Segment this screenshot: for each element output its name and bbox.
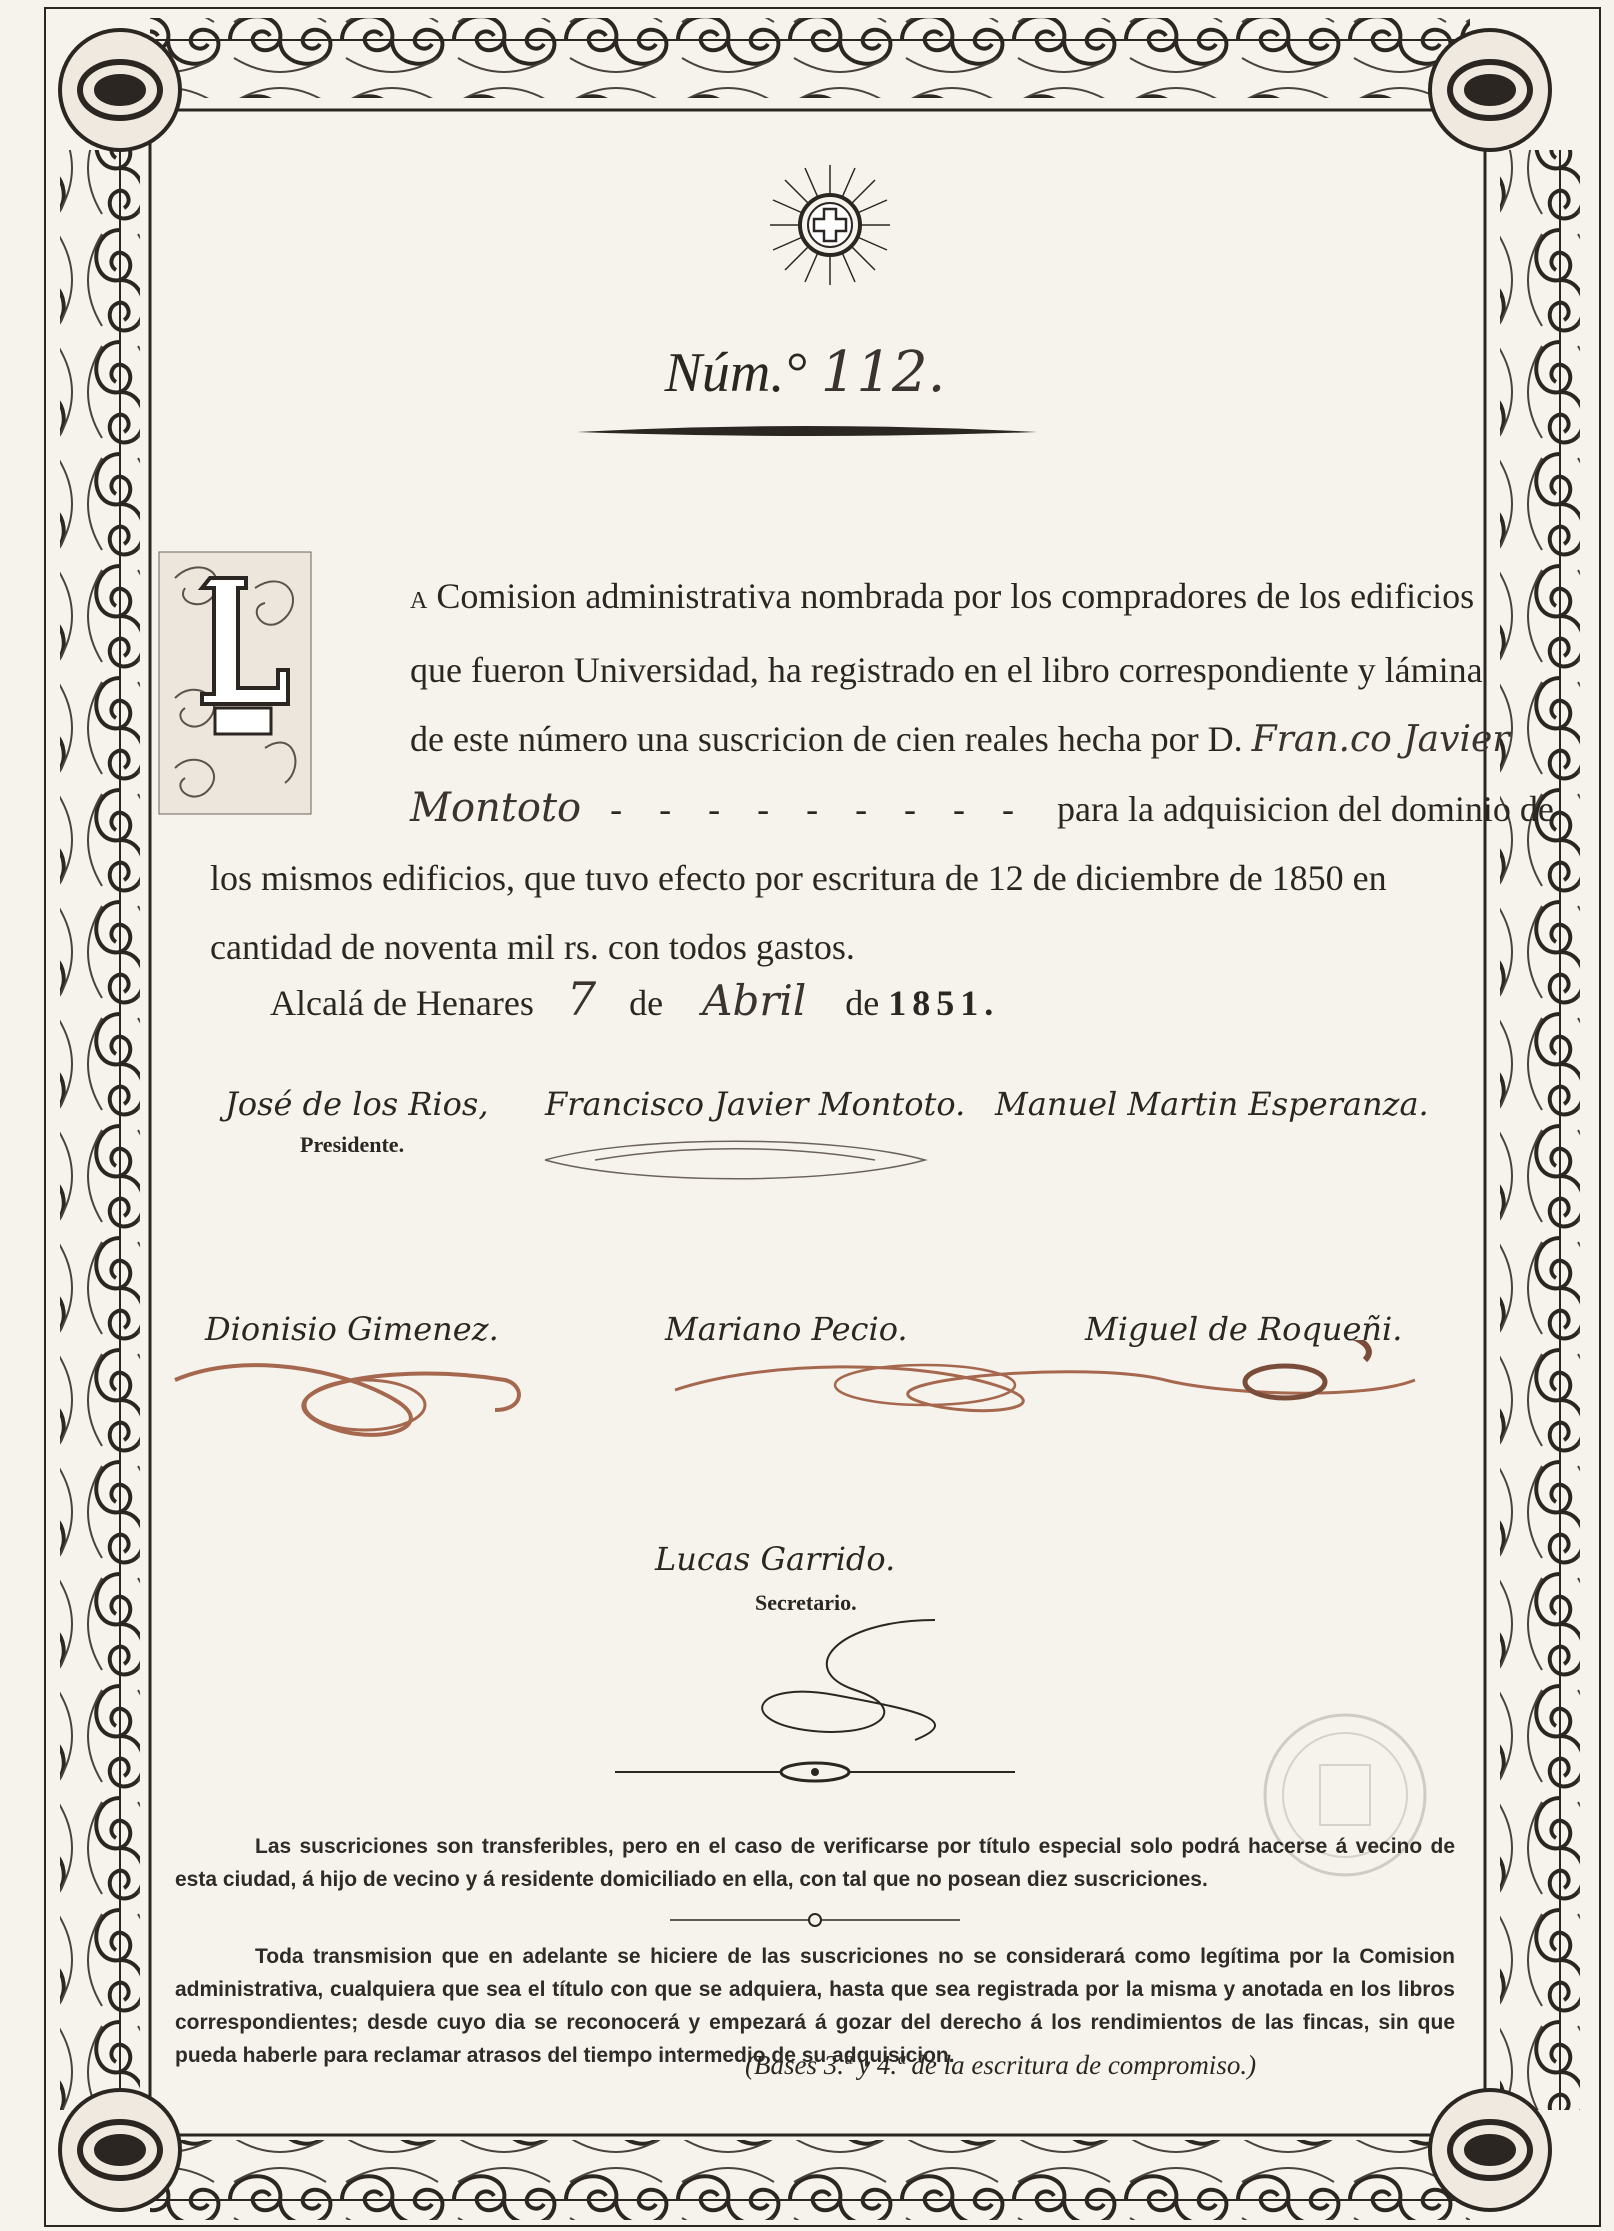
signature-gimenez: Dionisio Gimenez. [205,1310,499,1348]
role-secretary: Secretario. [755,1590,857,1615]
title-rule [577,422,1037,442]
fill-dashes: - - - - - - - - - [610,789,1029,829]
signature-flourish-pecio [665,1340,1425,1430]
date-year: 1851. [888,983,1000,1023]
text-line-5 [210,844,1420,913]
date-day: 7 [566,972,597,1026]
signature-roqueni: Miguel de Roqueñi. [1085,1310,1403,1348]
line-2-text: que fueron Universidad, ha registrado en el libro correspondiente y lámina [410,650,1483,690]
signature-flourish-1 [535,1130,935,1190]
date-line [270,972,999,1026]
number-label: Núm.° [664,342,807,404]
handwritten-name-first: Fran.co Javier [1251,719,1510,760]
line-4-text: para la adquisicion del dominio de [1057,789,1554,829]
place-name: Alcalá de Henares [270,983,534,1023]
signature-flourish-secretary [715,1610,975,1750]
signature-esperanza: Manuel Martin Esperanza. [995,1085,1429,1123]
line-6-text: cantidad de noventa mil rs. con todos gastos. [210,927,855,967]
certificate-text [210,562,1554,982]
signature-pecio: Mariano Pecio. [665,1310,908,1348]
role-president: Presidente. [300,1132,405,1157]
initial-cap-rest: A [410,588,428,614]
signature-president: José de los Rios, [225,1085,489,1123]
cross-star-emblem [770,165,890,285]
text-line-1 [210,562,1475,636]
certificate-number [525,340,1085,405]
note-transmission: Toda transmision que en adelante se hiciere de las suscriciones no se considerará como legítima por la Comision administrativa, cualquiera que sea el título con que se adquiera, hasta que sea registrada por la misma y anotada en los libros correspondientes; desde cuyo dia se reconocerá y empezará á gozar del derecho á los rendimientos de las fincas, sin que pueda haberle para reclamar atrasos del tiempo intermedio de su adquisicion. [175,1945,1455,2067]
text-line-2 [210,636,1483,705]
signature-flourish-gimenez [165,1340,545,1450]
document-body [165,150,1554,2110]
handwritten-name-last: Montoto [410,785,582,831]
footer-ornament-rule [615,1760,1015,1784]
signature-montoto: Francisco Javier Montoto. [545,1085,966,1123]
signature-garrido: Lucas Garrido. [655,1540,896,1578]
date-month: Abril [702,976,807,1025]
note-transferable: Las suscriciones son transferibles, pero en el caso de verificarse por título especial solo podrá hacerse á vecino de esta ciudad, á hijo de vecino y á residente domiciliado en ella, con tal que no posean diez suscriciones. [175,1835,1455,1891]
line-3-text: de este número una suscricion de cien reales hecha por D. [410,719,1243,759]
text-line-3 [210,705,1510,774]
line-1-text: Comision administrativa nombrada por los compradores de los edificios [436,576,1475,616]
bases-reference: (Bases 3.ª y 4.ª de la escritura de compromiso.) [745,2050,1257,2080]
number-value: 112. [820,340,946,405]
date-de-2: de [845,983,880,1023]
line-5-text: los mismos edificios, que tuvo efecto por escritura de 12 de diciembre de 1850 en [210,858,1387,898]
text-line-4 [210,774,1554,844]
date-de-1: de [629,983,664,1023]
note-separator [670,1912,960,1928]
